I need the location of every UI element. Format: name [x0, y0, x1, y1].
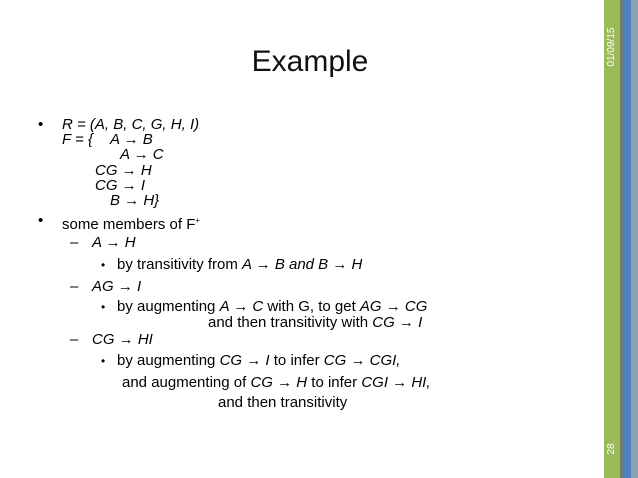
- dash-marker: –: [70, 331, 79, 348]
- slide-page-number: 28: [606, 443, 617, 455]
- derivation-reason-continued: and then transitivity: [218, 394, 348, 411]
- derivation-reason: by augmenting CG → I to infer CG → CGI,: [117, 352, 401, 369]
- sub-bullet-marker: •: [101, 354, 106, 368]
- bullet-marker: •: [38, 116, 44, 133]
- dash-marker: –: [70, 278, 79, 295]
- members-heading: some members of F+: [62, 216, 201, 233]
- relation-definition: R = (A, B, C, G, H, I): [62, 116, 200, 133]
- fd-line: A → B: [110, 131, 153, 148]
- sidebar-light-bar: [631, 0, 638, 478]
- fd-line: CG → H: [95, 162, 152, 179]
- bullet-marker: •: [38, 212, 44, 229]
- derivation-reason-continued: and then transitivity with CG → I: [208, 314, 423, 331]
- sub-bullet-marker: •: [101, 300, 106, 314]
- derivation-reason: by transitivity from A → B and B → H: [117, 256, 363, 273]
- derived-fd: A → H: [92, 234, 136, 251]
- dash-marker: –: [70, 234, 79, 251]
- derived-fd: AG → I: [92, 278, 142, 295]
- derived-fd: CG → HI: [92, 331, 153, 348]
- slide-date: 01/09/15: [606, 27, 617, 67]
- fd-line: CG → I: [95, 177, 146, 194]
- fd-set-open: F = {: [62, 131, 93, 148]
- fd-line: A → C: [120, 146, 164, 163]
- fd-line: B → H}: [110, 192, 160, 209]
- sub-bullet-marker: •: [101, 258, 106, 272]
- members-superscript: +: [195, 216, 201, 225]
- derivation-reason-continued: and augmenting of CG → H to infer CGI → HI,: [122, 374, 431, 391]
- sidebar-blue-bar: [624, 0, 631, 478]
- derivation-reason: by augmenting A → C with G, to get AG → CG: [117, 298, 428, 315]
- slide-title: Example: [251, 45, 369, 78]
